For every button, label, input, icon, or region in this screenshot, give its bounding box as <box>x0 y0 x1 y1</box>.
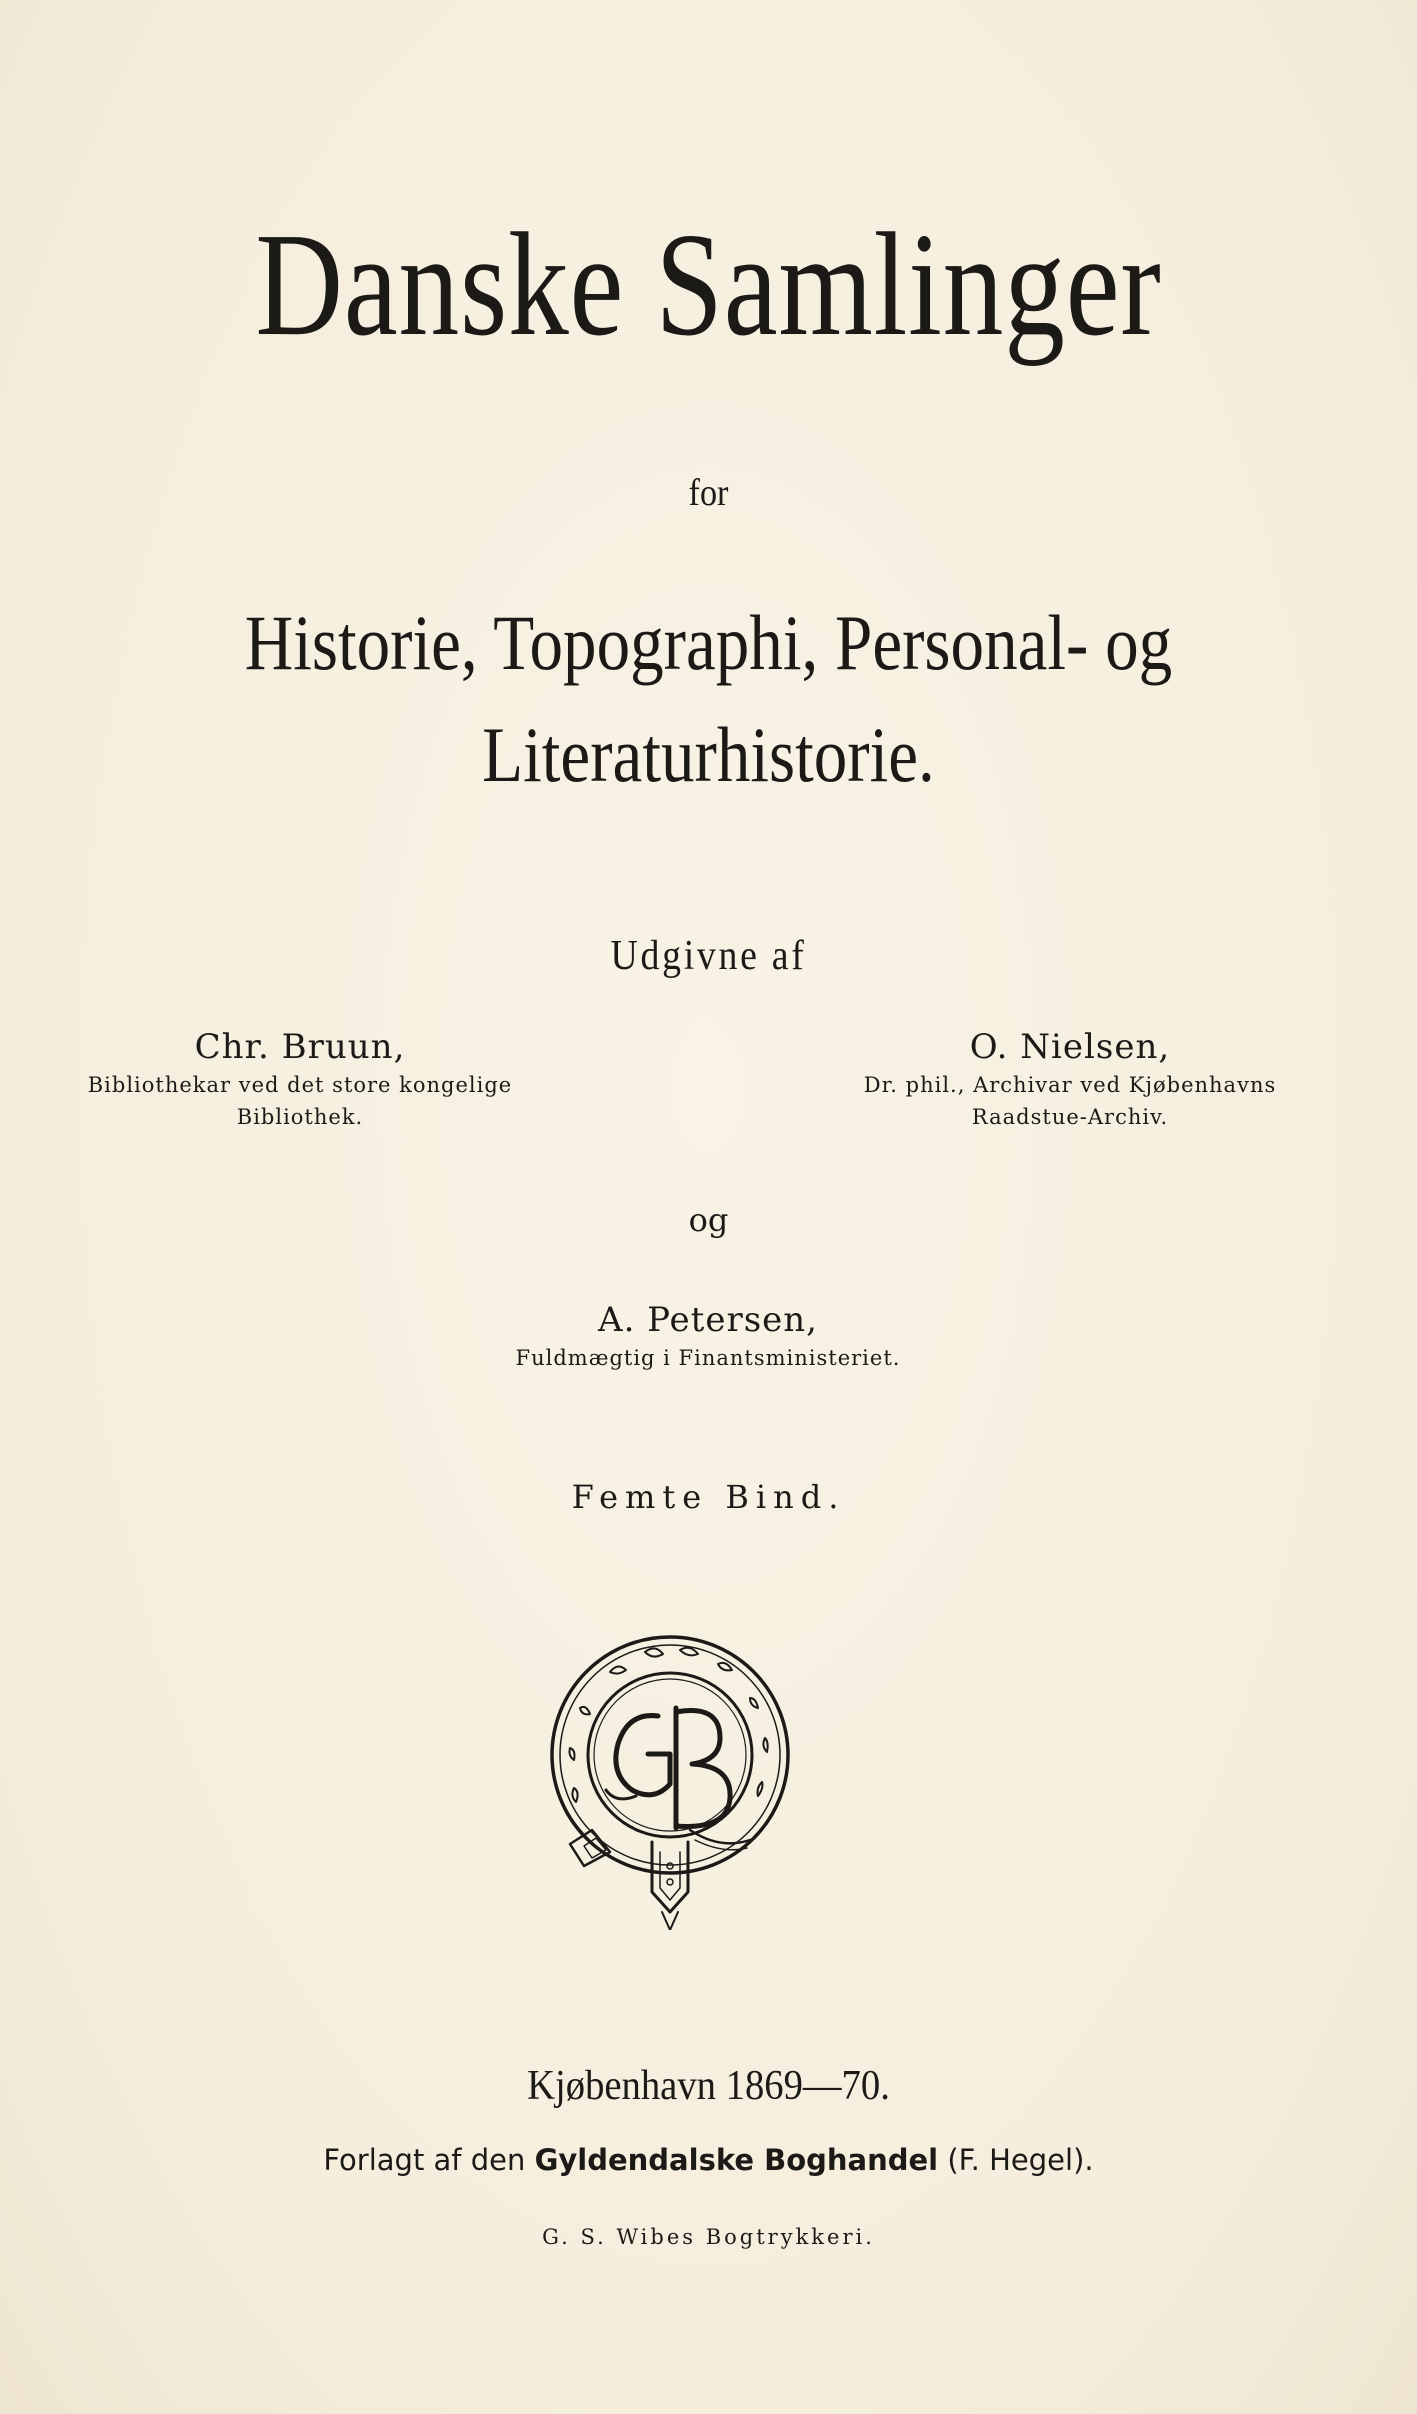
imprint-printer: G. S. Wibes Bogtrykkeri. <box>542 2225 875 2249</box>
editor-role: Dr. phil., Archivar ved Kjøbenhavns <box>863 1073 1277 1097</box>
imprint-place-date: Kjøbenhavn 1869—70. <box>527 2063 890 2109</box>
volume-label: Femte Bind. <box>571 1478 846 1516</box>
editor-role: Fuldmægtig i Finantsministeriet. <box>515 1346 901 1370</box>
subtitle-line-2: Literaturhistorie. <box>482 711 935 798</box>
publisher-suffix: (F. Hegel). <box>947 2143 1094 2177</box>
imprint-publisher <box>0 2140 1417 2180</box>
subtitle-line-1: Historie, Topographi, Personal- og <box>244 599 1173 686</box>
editor-name: A. Petersen, <box>598 1300 818 1340</box>
publishers-intro: Udgivne af <box>610 933 807 979</box>
editor-nielsen <box>770 1025 1370 1133</box>
publisher-prefix: Forlagt af den <box>323 2143 526 2177</box>
editor-petersen <box>358 1298 1058 1374</box>
for-text: for <box>688 472 729 514</box>
conjunction: og <box>688 1201 729 1239</box>
editor-name: Chr. Bruun, <box>194 1027 406 1067</box>
monogram-seal-icon <box>540 1620 800 1930</box>
editor-role: Raadstue-Archiv. <box>971 1105 1169 1129</box>
editor-role: Bibliothekar ved det store kongelige <box>87 1073 513 1097</box>
publisher-name: Gyldendalske Boghandel <box>534 2143 939 2177</box>
editor-role: Bibliothek. <box>236 1105 364 1129</box>
editor-bruun <box>60 1025 540 1133</box>
editor-name: O. Nielsen, <box>969 1027 1171 1067</box>
book-title: Danske Samlinger <box>255 203 1162 367</box>
